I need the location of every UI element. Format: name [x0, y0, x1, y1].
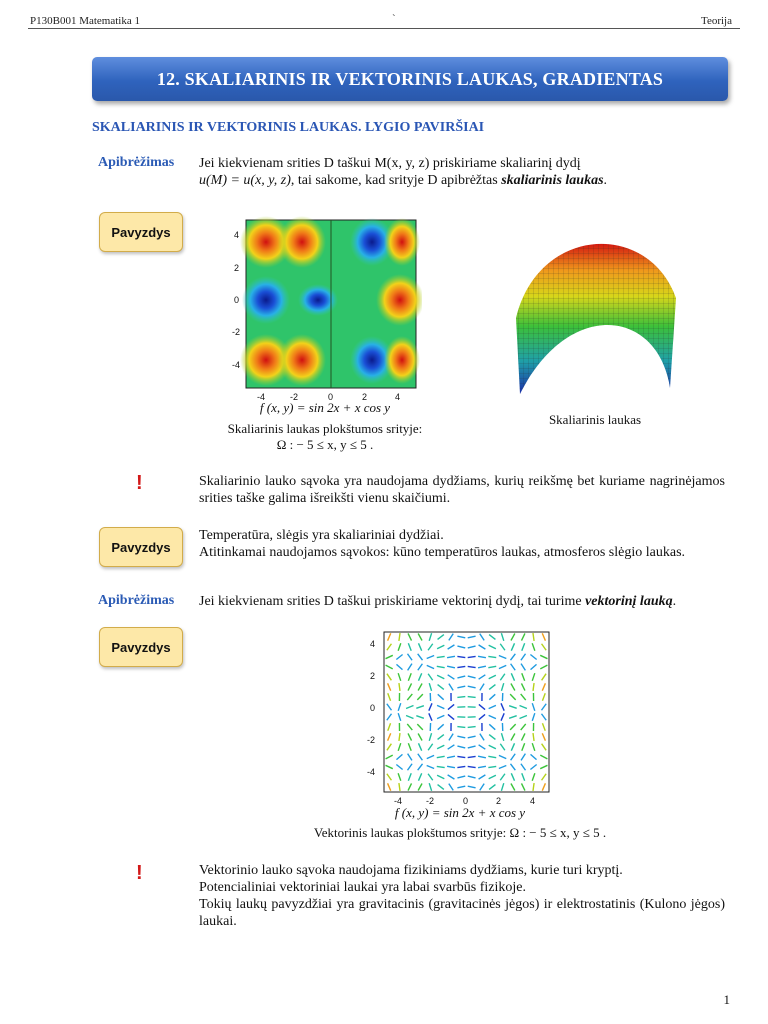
y-tick-2: 2 — [234, 263, 240, 273]
surface-caption: Skaliarinis laukas — [548, 412, 642, 427]
vector-arrow — [468, 727, 476, 728]
v-x-tick-neg4: -4 — [394, 796, 403, 806]
header-section: Teorija — [701, 15, 732, 27]
note-1-text: Skaliarinio lauko sąvoka yra naudojama dydžiams, kurių reikšmę bet kuriame nagrinėjamos srities taške galima išreikšti vienu skaičiumi. — [199, 474, 725, 506]
x-tick-neg4: -4 — [257, 392, 266, 402]
chapter-title-banner — [92, 57, 728, 101]
y-tick-4: 4 — [234, 230, 240, 240]
v-x-tick-0: 0 — [463, 796, 469, 806]
note-1-exclamation-icon: ! — [136, 472, 143, 494]
header-mark: ` — [392, 13, 396, 25]
contour-plot — [232, 212, 422, 408]
definition-1-text — [199, 155, 725, 189]
scalar-caption-1: Skaliarinis laukas plokštumos srityje: — [227, 421, 423, 436]
example-2-text — [199, 527, 725, 561]
y-tick-neg4: -4 — [232, 360, 241, 370]
v-y-tick-neg2: -2 — [367, 735, 376, 745]
v-x-tick-neg2: -2 — [426, 796, 435, 806]
note-2-text — [199, 862, 725, 930]
note-2-line2: Potencialiniai vektoriniai laukai yra labai svarbūs fizikoje. — [199, 880, 526, 895]
v-x-tick-4: 4 — [530, 796, 536, 806]
v-y-tick-4: 4 — [370, 639, 376, 649]
v-y-tick-neg4: -4 — [367, 767, 376, 777]
vector-arrow — [468, 697, 476, 698]
scalar-formula: f (x, y) = sin 2x + x cos y — [259, 400, 391, 415]
y-tick-0: 0 — [234, 295, 240, 305]
header-rule — [28, 28, 740, 29]
vector-formula: f (x, y) = sin 2x + x cos y — [394, 805, 526, 820]
vector-field-plot — [362, 628, 557, 806]
example-2-line2: Atitinkamai naudojamos sąvokos: kūno temperatūros laukas, atmosferos slėgio laukas. — [199, 545, 686, 560]
scalar-caption-2: Ω : − 5 ≤ x, y ≤ 5 . — [276, 437, 374, 452]
note-2-exclamation-icon: ! — [136, 862, 143, 884]
note-2-line3: Tokių laukų pavyzdžiai yra gravitacinis (gravitacinės jėgos) ir elektrostatinis (Kulono jėgos) laukai. — [199, 897, 725, 929]
vector-caption: Vektorinis laukas plokštumos srityje: Ω : − 5 ≤ x, y ≤ 5 . — [313, 825, 607, 840]
definition-label: Apibrėžimas — [98, 155, 175, 170]
v-x-tick-2: 2 — [496, 796, 502, 806]
vector-arrow — [457, 727, 465, 728]
example-badge: Pavyzdys — [99, 527, 183, 567]
example-badge: Pavyzdys — [99, 627, 183, 667]
x-tick-2: 2 — [362, 392, 368, 402]
vector-arrow — [457, 697, 465, 698]
surface-plot — [508, 238, 678, 398]
definition-label: Apibrėžimas — [98, 593, 175, 608]
header-course: P130B001 Matematika 1 — [30, 15, 140, 27]
v-y-tick-0: 0 — [370, 703, 376, 713]
page-number: 1 — [723, 992, 730, 1007]
example-2-line1: Temperatūra, slėgis yra skaliariniai dydžiai. — [199, 528, 444, 543]
x-tick-0: 0 — [328, 392, 334, 402]
definition-1-line2: u(M) = u(x, y, z), tai sakome, kad srityje D apibrėžtas skaliarinis laukas. — [199, 173, 608, 188]
x-tick-4: 4 — [395, 392, 401, 402]
y-tick-neg2: -2 — [232, 327, 241, 337]
definition-1-line1: Jei kiekvienam srities D taškui M(x, y, z) priskiriame skaliarinį dydį — [199, 156, 581, 171]
definition-2-text: Jei kiekvienam srities D taškui priskiriame vektorinį dydį, tai turime vektorinį lauką. — [199, 594, 677, 609]
chapter-title: 12. SKALIARINIS IR VEKTORINIS LAUKAS, GRADIENTAS — [156, 68, 664, 89]
x-tick-neg2: -2 — [290, 392, 299, 402]
v-y-tick-2: 2 — [370, 671, 376, 681]
note-2-line1: Vektorinio lauko sąvoka naudojama fizikiniams dydžiams, kurie turi kryptį. — [199, 863, 623, 878]
example-badge: Pavyzdys — [99, 212, 183, 252]
section-heading: SKALIARINIS IR VEKTORINIS LAUKAS. LYGIO PAVIRŠIAI — [92, 120, 485, 135]
